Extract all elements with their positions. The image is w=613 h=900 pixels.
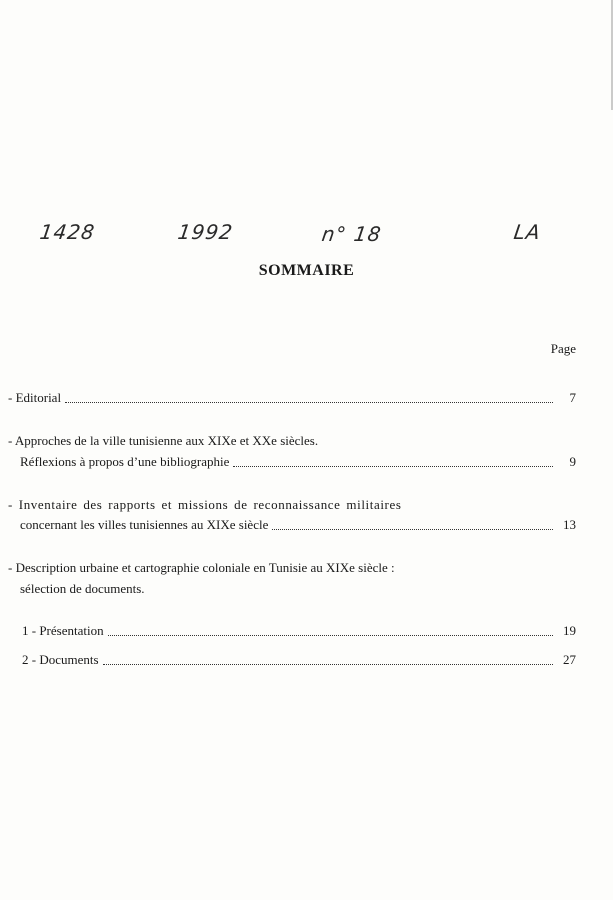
toc-entry-approches-line2: [0, 453, 613, 471]
toc-entry-description-line1: [0, 559, 613, 577]
toc-page-number: 7: [569, 390, 576, 405]
handwritten-number-1: 1428: [38, 220, 97, 244]
toc-leader-dots: [233, 466, 553, 467]
toc-page-number: 13: [563, 517, 576, 532]
handwritten-code: LA: [512, 220, 543, 244]
toc-entry-label: - Description urbaine et cartographie coloniale en Tunisie au XIXe siècle :: [8, 560, 395, 575]
toc-entry-description-line2: [0, 580, 613, 598]
toc-entry-label: Réflexions à propos d’une bibliographie: [20, 454, 230, 469]
toc-entry-label: 2 - Documents: [22, 652, 99, 667]
toc-entry-presentation: [0, 622, 613, 640]
handwritten-issue-number: n° 18: [320, 222, 384, 246]
toc-entry-documents: [0, 651, 613, 669]
toc-leader-dots: [272, 529, 553, 530]
toc-entry-editorial: [0, 389, 613, 407]
toc-leader-dots: [103, 664, 553, 665]
page-title: SOMMAIRE: [258, 262, 355, 279]
toc-entry-approches-line1: [0, 432, 613, 450]
toc-entry-label: 1 - Présentation: [22, 623, 104, 638]
toc-page-number: 19: [563, 623, 576, 638]
handwritten-year: 1992: [176, 220, 235, 244]
toc-entry-label: - Approches de la ville tunisienne aux XIXe et XXe siècles.: [8, 433, 319, 448]
toc-entry-inventaire-line1: [0, 496, 613, 514]
toc-leader-dots: [65, 402, 553, 403]
toc-entry-label: - Editorial: [8, 390, 62, 405]
toc-page-number: 27: [563, 652, 576, 667]
toc-entry-label: sélection de documents.: [20, 581, 145, 596]
toc-leader-dots: [108, 635, 553, 636]
toc-entry-inventaire-line2: [0, 516, 613, 534]
toc-entry-label: concernant les villes tunisiennes au XIXe siècle: [20, 517, 269, 532]
toc-entry-label: - Inventaire des rapports et missions de reconnaissance militaires: [8, 497, 402, 512]
page-column-header: Page: [550, 341, 576, 356]
handwritten-annotations: [0, 214, 613, 254]
toc-page-number: 9: [569, 454, 576, 469]
